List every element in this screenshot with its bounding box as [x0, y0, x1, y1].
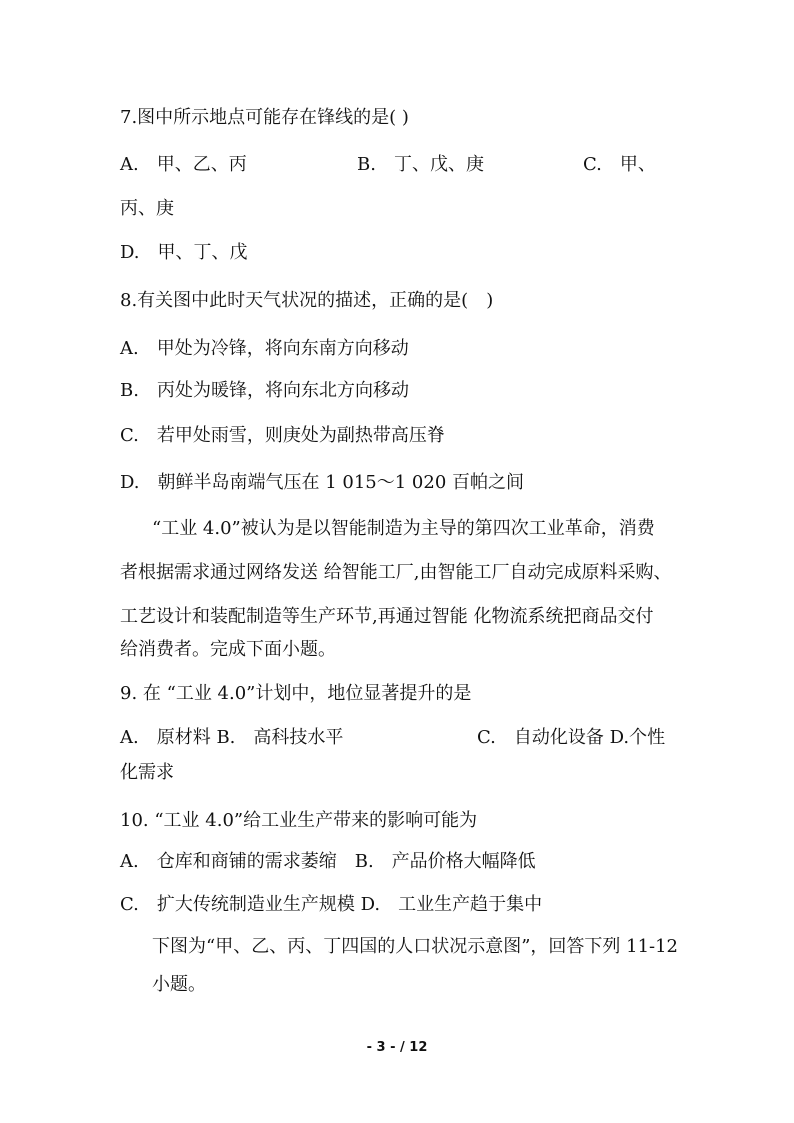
page-number: - 3 - / 12	[366, 1040, 428, 1055]
q7-option-d: D. 甲、丁、戊	[120, 242, 248, 263]
q8-option-c: C. 若甲处雨雪，则庚处为副热带高压脊	[120, 425, 445, 446]
q9-option-ab: A. 原材料 B. 高科技水平	[120, 727, 344, 748]
q7-option-b: B. 丁、戊、庚	[357, 154, 484, 175]
intro-line-2: 小题。	[152, 974, 206, 995]
passage-line-1: “工业 4.0”被认为是以智能制造为主导的第四次工业革命，消费	[152, 518, 655, 539]
q8-option-d: D. 朝鲜半岛南端气压在 1 015～1 020 百帕之间	[120, 472, 525, 493]
passage-line-2: 者根据需求通过网络发送 给智能工厂,由智能工厂自动完成原料采购、	[120, 562, 672, 583]
q10-option-cd: C. 扩大传统制造业生产规模 D. 工业生产趋于集中	[120, 894, 543, 915]
q8-stem: 8.有关图中此时天气状况的描述，正确的是( )	[120, 290, 494, 311]
passage-line-4: 给消费者。完成下面小题。	[120, 639, 336, 660]
passage-line-3: 工艺设计和装配制造等生产环节,再通过智能 化物流系统把商品交付	[120, 606, 654, 627]
q8-option-b: B. 丙处为暖锋，将向东北方向移动	[120, 380, 409, 401]
q9-option-cd-cont: 化需求	[120, 762, 174, 783]
q10-option-ab: A. 仓库和商铺的需求萎缩 B. 产品价格大幅降低	[120, 851, 536, 872]
q9-stem: 9. 在 “工业 4.0”计划中，地位显著提升的是	[120, 683, 472, 704]
intro-line-1: 下图为“甲、乙、丙、丁四国的人口状况示意图”，回答下列 11-12	[152, 936, 679, 957]
q7-option-c: C. 甲、	[583, 154, 656, 175]
q9-option-cd: C. 自动化设备 D.个性	[477, 727, 666, 748]
q7-option-c-cont: 丙、庚	[120, 198, 174, 219]
q7-option-a: A. 甲、乙、丙	[120, 154, 247, 175]
q8-option-a: A. 甲处为冷锋，将向东南方向移动	[120, 338, 409, 359]
q7-stem: 7.图中所示地点可能存在锋线的是( )	[120, 107, 409, 128]
q10-stem: 10. “工业 4.0”给工业生产带来的影响可能为	[120, 810, 478, 831]
